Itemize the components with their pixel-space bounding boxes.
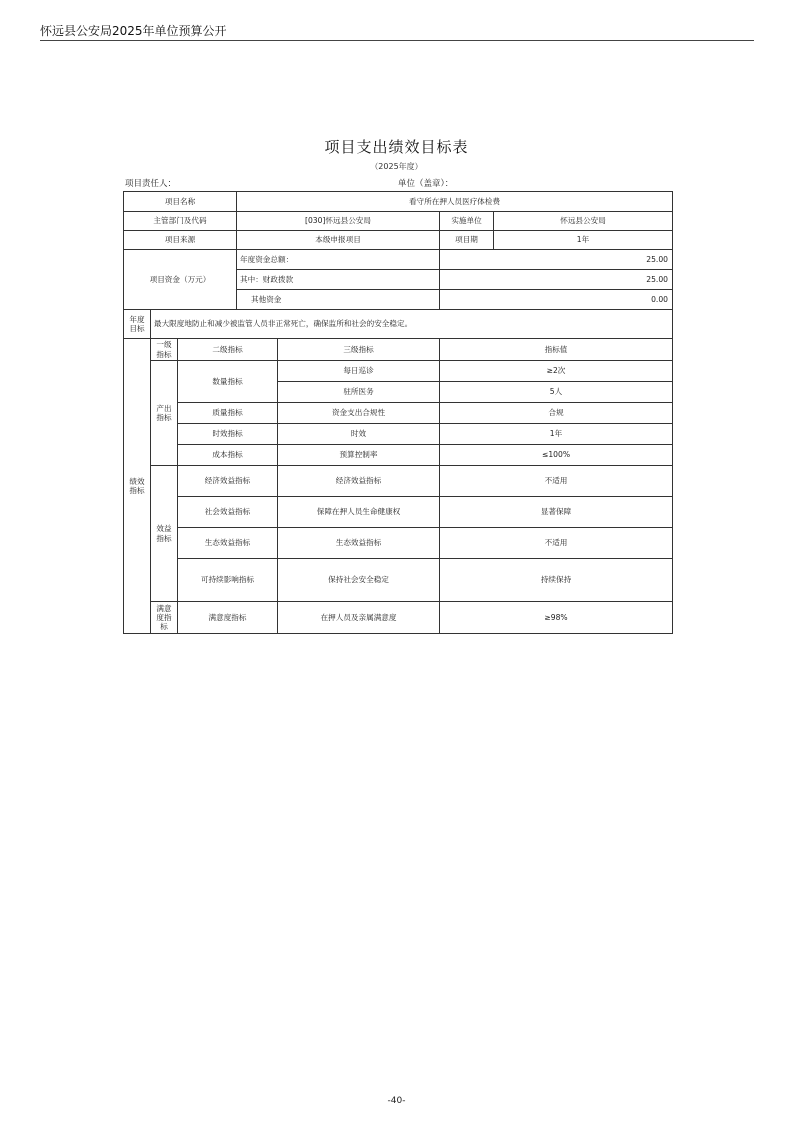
indicator-value: 不适用 bbox=[440, 466, 673, 497]
fund-label: 项目资金（万元） bbox=[124, 250, 237, 310]
table-row bbox=[124, 497, 673, 528]
fund-fiscal-value: 25.00 bbox=[440, 270, 673, 290]
indicator-name: 保障在押人员生命健康权 bbox=[278, 497, 440, 528]
col-level2: 二级指标 bbox=[178, 339, 278, 361]
satisfaction-l2-label: 满意度指标 bbox=[178, 602, 278, 634]
indicator-value: 不适用 bbox=[440, 528, 673, 559]
table-row bbox=[124, 559, 673, 602]
document-title: 项目支出绩效目标表 bbox=[324, 138, 469, 156]
economic-label: 经济效益指标 bbox=[178, 466, 278, 497]
sustain-label: 可持续影响指标 bbox=[178, 559, 278, 602]
table-row bbox=[124, 192, 673, 212]
indicator-value: 1年 bbox=[440, 424, 673, 445]
table-row bbox=[124, 445, 673, 466]
source-label: 项目来源 bbox=[124, 231, 237, 250]
page-number: -40- bbox=[387, 1096, 406, 1106]
table-row bbox=[124, 310, 673, 339]
col-value: 指标值 bbox=[440, 339, 673, 361]
table-row bbox=[124, 528, 673, 559]
fund-other-value: 0.00 bbox=[440, 290, 673, 310]
indicator-name: 保持社会安全稳定 bbox=[278, 559, 440, 602]
benefit-indicators-label: 效益指标 bbox=[151, 466, 178, 602]
satisfaction-l1-label: 满意度指标 bbox=[151, 602, 178, 634]
annual-goal-label: 年度目标 bbox=[124, 310, 151, 339]
period-value: 1年 bbox=[494, 231, 673, 250]
indicator-value: 持续保持 bbox=[440, 559, 673, 602]
project-name-label: 项目名称 bbox=[124, 192, 237, 212]
col-level1: 一级指标 bbox=[151, 339, 178, 361]
project-name-value: 看守所在押人员医疗体检费 bbox=[237, 192, 673, 212]
table-row bbox=[124, 250, 673, 270]
fund-other-label: 其他资金 bbox=[237, 290, 440, 310]
indicator-value: ≤100% bbox=[440, 445, 673, 466]
indicator-value: 显著保障 bbox=[440, 497, 673, 528]
table-row bbox=[124, 602, 673, 634]
quality-label: 质量指标 bbox=[178, 403, 278, 424]
table-row bbox=[124, 466, 673, 497]
impl-value: 怀远县公安局 bbox=[494, 212, 673, 231]
col-level3: 三级指标 bbox=[278, 339, 440, 361]
responsible-label: 项目责任人： bbox=[125, 179, 177, 189]
indicator-value: 合规 bbox=[440, 403, 673, 424]
indicator-name: 资金支出合规性 bbox=[278, 403, 440, 424]
cost-label: 成本指标 bbox=[178, 445, 278, 466]
annual-goal-value: 最大限度地防止和减少被监管人员非正常死亡，确保监所和社会的安全稳定。 bbox=[151, 310, 673, 339]
indicator-name: 每日巡诊 bbox=[278, 361, 440, 382]
table-row bbox=[124, 424, 673, 445]
dept-label: 主管部门及代码 bbox=[124, 212, 237, 231]
quantity-label: 数量指标 bbox=[178, 361, 278, 403]
document-subtitle: （2025年度） bbox=[370, 162, 423, 171]
social-label: 社会效益指标 bbox=[178, 497, 278, 528]
indicator-name: 生态效益指标 bbox=[278, 528, 440, 559]
output-indicators-label: 产出指标 bbox=[151, 361, 178, 466]
table-row bbox=[124, 403, 673, 424]
timeliness-label: 时效指标 bbox=[178, 424, 278, 445]
fund-total-value: 25.00 bbox=[440, 250, 673, 270]
fund-fiscal-label: 其中：财政拨款 bbox=[237, 270, 440, 290]
source-value: 本级申报项目 bbox=[237, 231, 440, 250]
page-header: 怀远县公安局2025年单位预算公开 bbox=[40, 24, 227, 38]
unit-label: 单位（盖章）： bbox=[398, 179, 454, 189]
period-label: 项目期 bbox=[440, 231, 494, 250]
table-row bbox=[124, 212, 673, 231]
eco-label: 生态效益指标 bbox=[178, 528, 278, 559]
header-rule bbox=[40, 40, 754, 41]
performance-table bbox=[123, 191, 673, 634]
indicator-name: 在押人员及亲属满意度 bbox=[278, 602, 440, 634]
table-row bbox=[124, 339, 673, 361]
table-row bbox=[124, 231, 673, 250]
perf-indicators-label: 绩效指标 bbox=[124, 339, 151, 634]
impl-label: 实施单位 bbox=[440, 212, 494, 231]
table-row bbox=[124, 361, 673, 382]
indicator-name: 经济效益指标 bbox=[278, 466, 440, 497]
indicator-name: 驻所医务 bbox=[278, 382, 440, 403]
indicator-name: 预算控制率 bbox=[278, 445, 440, 466]
dept-value: [030]怀远县公安局 bbox=[237, 212, 440, 231]
indicator-value: 5人 bbox=[440, 382, 673, 403]
indicator-value: ≥98% bbox=[440, 602, 673, 634]
indicator-value: ≥2次 bbox=[440, 361, 673, 382]
fund-total-label: 年度资金总额： bbox=[237, 250, 440, 270]
indicator-name: 时效 bbox=[278, 424, 440, 445]
